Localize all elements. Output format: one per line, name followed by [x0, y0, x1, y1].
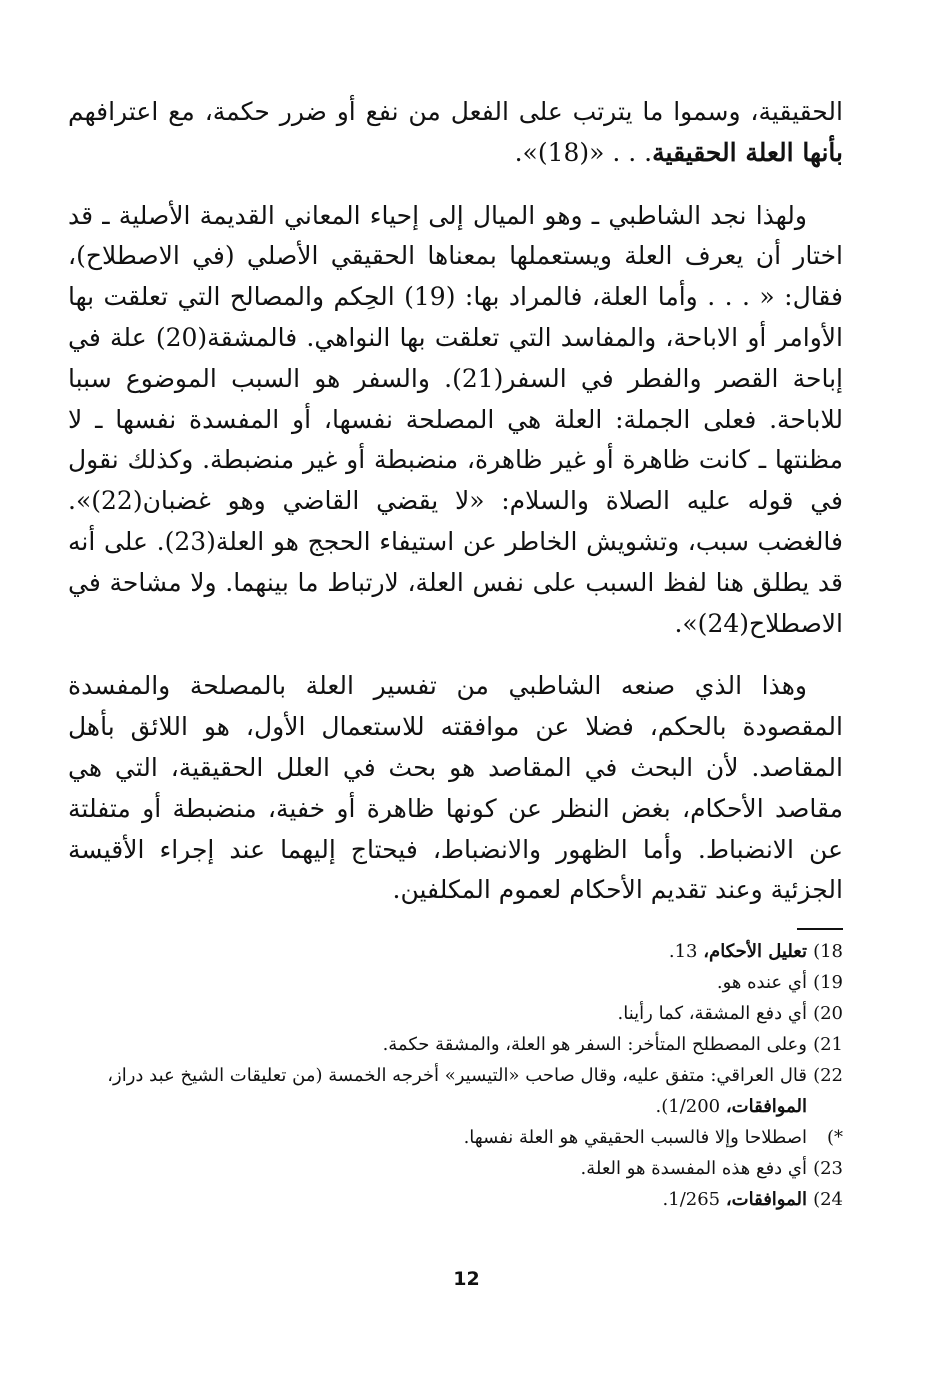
paragraph-1 — [68, 92, 843, 174]
body-text — [68, 92, 843, 933]
footnote-text — [68, 1060, 807, 1122]
footnote-body: 13. — [668, 941, 704, 962]
footnote-bold-title: تعليل الأحكام، — [703, 941, 807, 962]
footnote-star — [68, 1122, 843, 1153]
footnote-text — [68, 936, 807, 967]
footnote-18 — [68, 936, 843, 967]
footnote-body: أي عنده هو. — [716, 972, 807, 993]
paragraph-3: وهذا الذي صنعه الشاطبي من تفسير العلة بالمصلحة والمفسدة المقصودة بالحكم، فضلا عن موافقته للاستعمال الأول، هو اللائق بأهل المقاصد. لأن البحث في المقاصد هو بحث في العلل الحقيقية، التي هي مقاصد الأحكام، بغض النظر عن كونها ظاهرة أو خفية، منضبطة أو متفلتة عن الانضباط. وأما الظهور والانضباط، فيحتاج إليهما عند إجراء الأقيسة الجزئية وعند تقديم الأحكام لعموم المكلفين. — [68, 671, 843, 905]
footnote-number: 24) — [813, 1189, 843, 1210]
footnote-20 — [68, 998, 843, 1029]
page-number: 12 — [453, 1268, 480, 1290]
footnote-bold-title: الموافقات، — [725, 1189, 807, 1210]
footnote-22 — [68, 1060, 843, 1122]
footnote-21 — [68, 1029, 843, 1060]
footnote-body: 1/265. — [662, 1189, 726, 1210]
footnote-body-tail: 1/200). — [655, 1096, 726, 1117]
footnote-body: أي دفع هذه المفسدة هو العلة. — [580, 1158, 807, 1179]
footnote-body: وعلى المصطلح المتأخر: السفر هو العلة، والمشقة حكمة. — [382, 1034, 807, 1055]
footnote-number: 19) — [813, 972, 843, 993]
footnote-23 — [68, 1153, 843, 1184]
footnote-bold-title: الموافقات، — [725, 1096, 807, 1117]
footnote-separator — [797, 928, 843, 930]
footnote-body: اصطلاحا وإلا فالسبب الحقيقي هو العلة نفسها. — [463, 1127, 807, 1148]
footnote-number: 18) — [813, 941, 843, 962]
footnote-number: 23) — [813, 1158, 843, 1179]
footnote-19 — [68, 967, 843, 998]
footnote-body: أي دفع المشقة، كما رأينا. — [617, 1003, 807, 1024]
footnote-body: قال العراقي: متفق عليه، وقال صاحب «التيسير» أخرجه الخمسة (من تعليقات الشيخ عبد دراز، — [107, 1065, 807, 1086]
paragraph-1-bold: بأنها العلة الحقيقية — [652, 137, 843, 167]
footnote-number: *) — [826, 1127, 843, 1148]
footnote-number: 21) — [813, 1034, 843, 1055]
footnote-number: 20) — [813, 1003, 843, 1024]
paragraph-2: ولهذا نجد الشاطبي ـ وهو الميال إلى إحياء المعاني القديمة الأصلية ـ قد اختار أن يعرف العلة ويستعملها بمعناها الحقيقي الأصلي (في الاصطلاح)، فقال: « . . . وأما العلة، فالمراد بها: (19) الحِكم والمصالح التي تعلقت بها الأوامر أو الاباحة، والمفاسد التي تعلقت بها النواهي. فالمشقة(20) علة في إباحة القصر والفطر في السفر(21). والسفر هو السبب الموضوع سببا للاباحة. فعلى الجملة: العلة هي المصلحة نفسها، أو المفسدة نفسها ـ لا مظنتها ـ كانت ظاهرة أو غير ظاهرة، منضبطة أو غير منضبطة. وكذلك نقول في قوله عليه الصلاة والسلام: «لا يقضي القاضي وهو غضبان(22)». فالغضب سبب، وتشويش الخاطر عن استيفاء الحجج هو العلة(23). على أنه قد يطلق هنا لفظ السبب على نفس العلة، لارتباط ما بينهما. ولا مشاحة في الاصطلاح(24)». — [68, 200, 844, 638]
paragraph-1-tail: . . . «(18)». — [514, 137, 653, 167]
footnote-text — [68, 1184, 807, 1215]
footnote-24 — [68, 1184, 843, 1215]
footnote-number: 22) — [813, 1065, 843, 1086]
paragraph-1-text: الحقيقية، وسموا ما يترتب على الفعل من نفع أو ضرر حكمة، مع اعترافهم — [68, 97, 843, 126]
footnotes — [68, 936, 843, 1215]
